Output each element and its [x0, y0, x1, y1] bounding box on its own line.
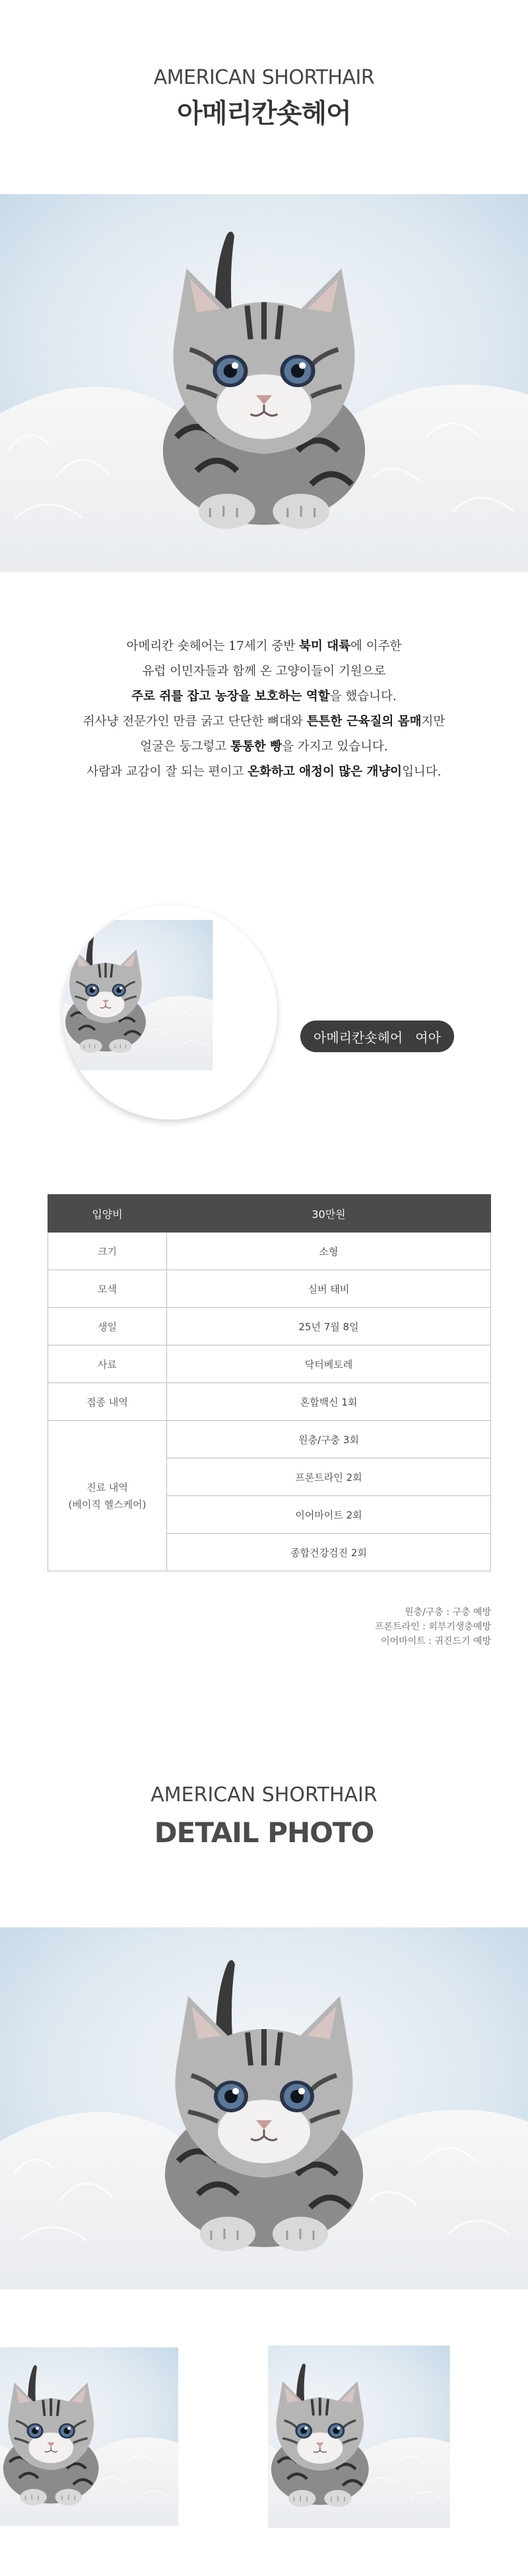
detail-photo-title: DETAIL PHOTO	[154, 1816, 374, 1849]
table-row	[48, 1270, 491, 1308]
description-line	[0, 709, 528, 734]
row-value: 실버 태비	[167, 1270, 491, 1308]
table-row	[48, 1383, 491, 1421]
breed-title-ko: 아메리칸숏헤어	[177, 98, 351, 129]
description-text: 지만	[421, 715, 446, 729]
description-line	[0, 734, 528, 760]
note-line: 프론트라인 : 외부기생충예방	[375, 1622, 491, 1632]
description-highlight: 온화하고 애정이 많은 개냥이	[248, 765, 403, 779]
main-kitten-photo	[0, 194, 528, 572]
description-text: 쥐사냥 전문가인 만큼 굵고 단단한 뼈대와	[82, 715, 307, 729]
table-row	[48, 1233, 491, 1270]
care-value: 원충/구충 3회	[167, 1421, 491, 1458]
breed-title-en: AMERICAN SHORTHAIR	[153, 66, 375, 89]
description-text: 을 가지고 있습니다.	[282, 740, 388, 754]
table-header-row	[48, 1195, 491, 1233]
breed-description	[0, 634, 528, 785]
description-text: 사람과 교감이 잘 되는 편이고	[86, 765, 248, 779]
note-line: 이어마이트 : 귀진드기 예방	[381, 1636, 491, 1647]
description-text: 을 했습니다.	[329, 690, 397, 703]
description-line	[0, 659, 528, 684]
description-line	[0, 684, 528, 709]
table-row	[48, 1345, 491, 1383]
name-badge: 아메리칸숏헤어 여아	[300, 1020, 454, 1052]
description-text: 에 이주한	[350, 639, 402, 653]
row-label: 크기	[48, 1233, 167, 1270]
care-value: 프론트라인 2회	[167, 1458, 491, 1496]
row-value: 혼합백신 1회	[167, 1383, 491, 1421]
row-value: 25년 7월 8일	[167, 1308, 491, 1345]
row-value: 소형	[167, 1233, 491, 1270]
table-header-value: 30만원	[167, 1195, 491, 1233]
description-line	[0, 634, 528, 659]
row-label: 사료	[48, 1345, 167, 1383]
detail-photo-large	[0, 1927, 528, 2289]
care-label-line: 진료 내역	[86, 1481, 128, 1493]
description-text: 아메리칸 숏헤어는 17세기 중반	[126, 639, 300, 653]
row-value: 닥터베토레	[167, 1345, 491, 1383]
description-text: 입니다.	[402, 765, 442, 779]
care-label-sub: (베이직 헬스케어)	[68, 1498, 147, 1511]
table-header-label: 입양비	[48, 1195, 167, 1233]
care-notes	[375, 1605, 491, 1649]
care-value: 종합건강검진 2회	[167, 1534, 491, 1571]
description-highlight: 북미 대륙	[299, 639, 351, 653]
detail-photo-right	[268, 2297, 528, 2576]
detail-title-en: AMERICAN SHORTHAIR	[150, 1783, 378, 1807]
description-highlight: 튼튼한 근육질의 몸매	[306, 715, 422, 729]
description-highlight: 통통한 빵	[230, 740, 282, 754]
description-line	[0, 760, 528, 785]
note-line: 원충/구충 : 구충 예방	[405, 1607, 491, 1618]
description-highlight: 주로 쥐를 잡고 농장을 보호하는 역할	[131, 690, 330, 703]
description-text: 유럽 이민자들과 함께 온 고양이들이 기원으로	[142, 664, 386, 678]
care-value: 이어마이트 2회	[167, 1496, 491, 1534]
row-label: 접종 내역	[48, 1383, 167, 1421]
care-history-label	[48, 1421, 167, 1571]
profile-kitten-photo	[63, 905, 277, 1120]
table-row	[48, 1308, 491, 1345]
detail-photo-left	[0, 2297, 255, 2576]
row-label: 생일	[48, 1308, 167, 1345]
table-row	[48, 1421, 491, 1458]
row-label: 모색	[48, 1270, 167, 1308]
adoption-info-table	[48, 1194, 491, 1571]
description-text: 얼굴은 둥그렇고	[140, 740, 231, 754]
